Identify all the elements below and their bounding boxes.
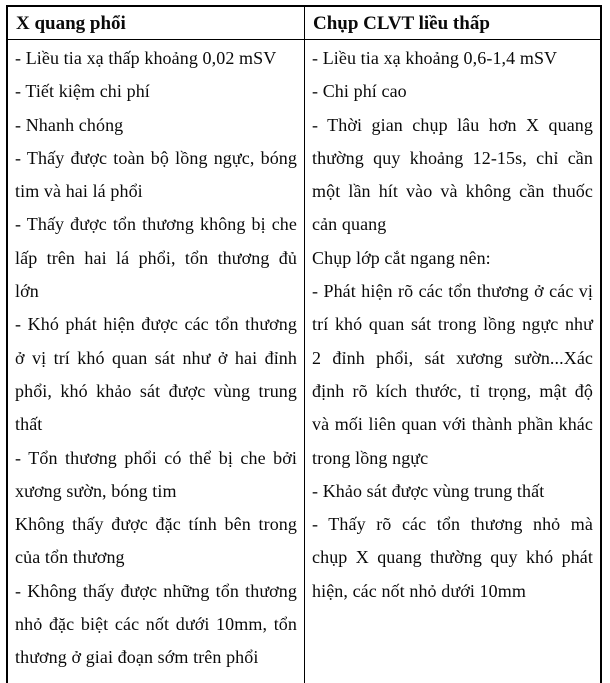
text-line: và mối liên quan với thành phần khác <box>312 414 593 435</box>
text-line: phổi, khó khảo sát được vùng trung <box>15 380 297 401</box>
list-item <box>15 109 297 142</box>
list-item <box>312 508 593 608</box>
text-line: định rõ kích thước, tỉ trọng, mật độ <box>312 380 593 401</box>
text-line: ở vị trí khó quan sát như ở hai đỉnh <box>15 347 297 368</box>
text-line: - Không thấy được những tổn thương <box>15 580 297 601</box>
text-line: thường quy khoảng 12-15s, chỉ cần <box>312 147 593 168</box>
text-line: - Khó phát hiện được các tổn thương <box>15 314 297 335</box>
text-line: - Thời gian chụp lâu hơn X quang <box>312 114 593 135</box>
text-line: - Khảo sát được vùng trung thất <box>312 480 545 501</box>
list-item <box>312 42 593 75</box>
list-item <box>15 442 297 509</box>
text-line: cản quang <box>312 214 387 235</box>
text-line: thất <box>15 414 43 435</box>
text-line: - Tiết kiệm chi phí <box>15 81 150 102</box>
text-line: hiện, các nốt nhỏ dưới 10mm <box>312 580 526 601</box>
text-line: - Phát hiện rõ các tổn thương ở các vị <box>312 281 593 302</box>
text-line: trí khó quan sát trong lồng ngực như <box>312 314 593 335</box>
table-header-ct: Chụp CLVT liều thấp <box>305 7 600 40</box>
text-line: - Tổn thương phổi có thể bị che bởi <box>15 447 297 468</box>
text-line: thương ở giai đoạn sớm trên phổi <box>15 647 259 668</box>
text-line: tim và hai lá phổi <box>15 181 143 202</box>
text-line: - Thấy được tổn thương không bị che <box>15 214 297 235</box>
text-line: Không thấy được đặc tính bên trong <box>15 514 297 535</box>
text-line: xương sườn, bóng tim <box>15 480 177 501</box>
list-item <box>312 109 593 242</box>
text-line: lớn <box>15 281 39 302</box>
list-item <box>312 75 593 108</box>
xray-column-cell <box>8 40 305 683</box>
list-item <box>15 508 297 575</box>
comparison-table <box>6 5 602 683</box>
text-line: Chụp lớp cắt ngang nên: <box>312 247 491 268</box>
text-line: một lần hít vào và không cần thuốc <box>312 181 593 202</box>
list-item <box>15 208 297 308</box>
text-line: - Thấy được toàn bộ lồng ngực, bóng <box>15 147 297 168</box>
text-line: - Thấy rõ các tổn thương nhỏ mà <box>312 514 593 535</box>
text-line: nhỏ đặc biệt các nốt dưới 10mm, tổn <box>15 614 297 635</box>
text-line: 2 đỉnh phổi, sát xương sườn...Xác <box>312 347 593 368</box>
list-item <box>312 275 593 475</box>
table-header-xray: X quang phổi <box>8 7 305 40</box>
list-item <box>15 42 297 75</box>
text-line: của tổn thương <box>15 547 125 568</box>
text-line: chụp X quang thường quy khó phát <box>312 547 593 568</box>
text-line: - Liều tia xạ thấp khoảng 0,02 mSV <box>15 48 277 68</box>
list-item <box>15 75 297 108</box>
list-item <box>312 475 593 508</box>
list-item <box>15 142 297 209</box>
text-line: lấp trên hai lá phổi, tổn thương đủ <box>15 247 297 268</box>
list-item <box>15 308 297 441</box>
ct-column-cell <box>305 40 600 683</box>
list-item <box>312 242 593 275</box>
list-item <box>15 575 297 675</box>
text-line: - Chi phí cao <box>312 81 407 102</box>
text-line: - Liều tia xạ khoảng 0,6-1,4 mSV <box>312 48 558 68</box>
text-line: - Nhanh chóng <box>15 114 124 135</box>
text-line: trong lồng ngực <box>312 447 429 468</box>
